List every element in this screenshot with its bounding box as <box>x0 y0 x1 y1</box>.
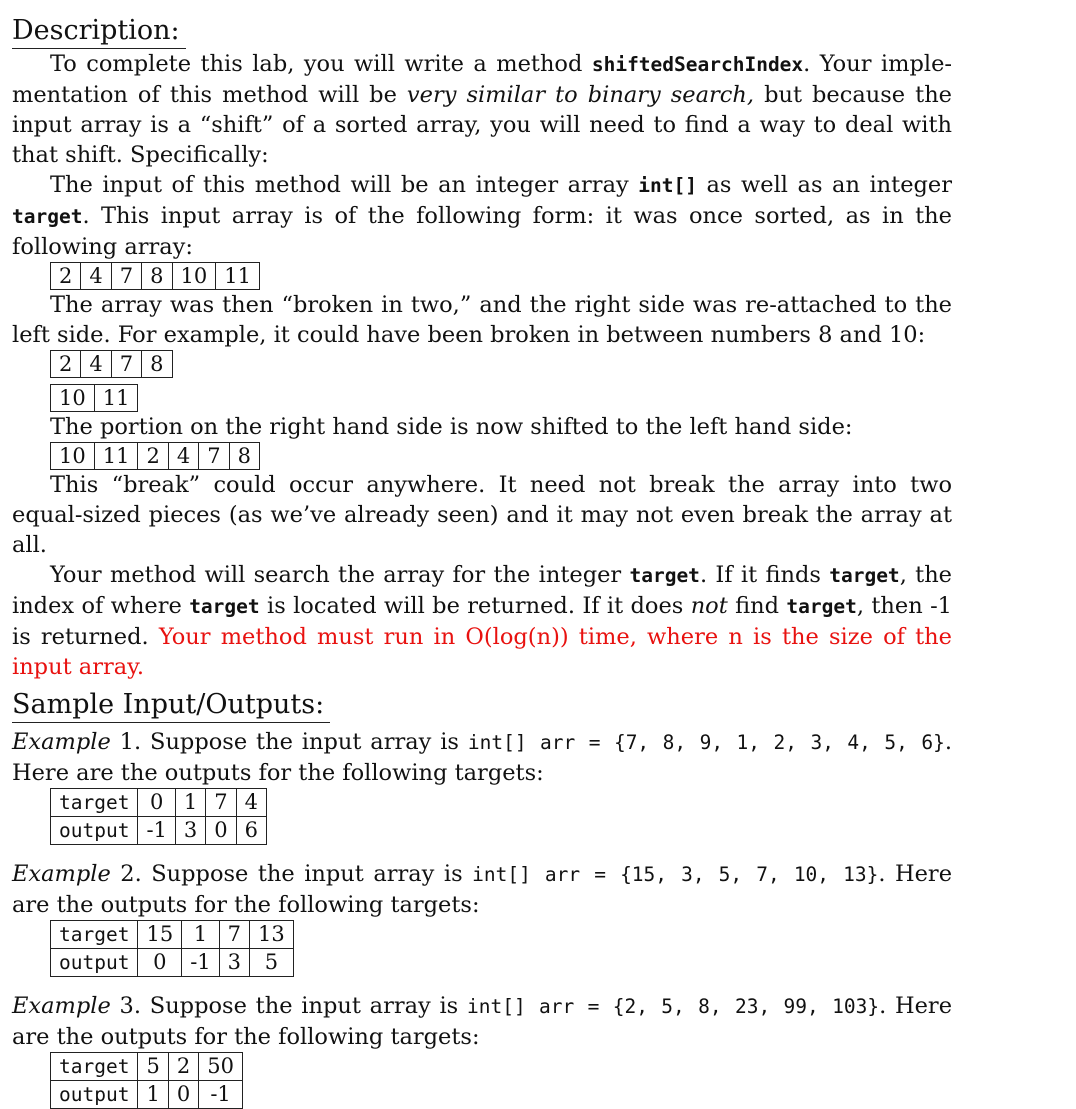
table-row: output 0 -1 3 5 <box>51 949 294 977</box>
array-cell: 2 <box>51 263 81 290</box>
paragraph-break: The array was then “broken in two,” and the right side was re-attached to the left side. For example, it could have been broken in between numbers 8 and 10: <box>12 292 952 348</box>
array-cell: 8 <box>142 351 172 378</box>
samples-heading: Sample Input/Outputs: <box>12 688 330 723</box>
array-cell: 2 <box>51 351 81 378</box>
example-1-code: int[] arr = {7, 8, 9, 1, 2, 3, 4, 5, 6} <box>467 731 945 754</box>
example-3-table <box>50 1052 243 1109</box>
method-name: shiftedSearchIndex <box>591 53 804 76</box>
example-1-text: Example 1. Suppose the input array is int[] arr = {7, 8, 9, 1, 2, 3, 4, 5, 6}. Here are the outputs for the following targets: <box>12 729 952 786</box>
table-row <box>51 385 138 412</box>
description-heading: Description: <box>12 14 186 49</box>
table-row <box>51 263 260 290</box>
array-cell: 10 <box>51 443 95 470</box>
table-row: output 1 0 -1 <box>51 1081 243 1109</box>
paragraph-input: The input of this method will be an integer array int[] as well as an integer target. This input array is of the following form: it was once sorted, as in the following array: <box>12 172 953 260</box>
table-row <box>51 351 173 378</box>
array-cell: 7 <box>111 351 141 378</box>
target-keyword: target <box>12 205 83 228</box>
table-row: output -1 3 0 6 <box>51 817 267 845</box>
paragraph-method-behavior: Your method will search the array for the integer target. If it finds target, the index of where target is located will be returned. If it does not find target, then -1 is returned. Your method must run in O(log(n)) time, where n is the size of the input array. <box>12 562 952 680</box>
table-row: target 15 1 7 13 <box>51 921 294 949</box>
example-3-text: Example 3. Suppose the input array is int[] arr = {2, 5, 8, 23, 99, 103}. Here are the outputs for the following targets: <box>12 993 953 1050</box>
array-cell: 4 <box>81 263 111 290</box>
array-cell: 2 <box>138 443 168 470</box>
example-2-code: int[] arr = {15, 3, 5, 7, 10, 13} <box>472 863 879 886</box>
array-cell: 11 <box>94 385 138 412</box>
paragraph-intro: To complete this lab, you will write a method shiftedSearchIndex. Your imple-mentation of this method will be very similar to binary search, but because the input array is a “shift” of a sorted array, you will need to find a way to deal with that shift. Specifically: <box>12 51 953 168</box>
paragraph-shifted: The portion on the right hand side is now shifted to the left hand side: <box>50 414 853 440</box>
complexity-requirement: Your method must run in O(log(n)) time, where n is the size of the input array <box>12 624 952 680</box>
right-part-table <box>50 384 138 412</box>
array-cell: 10 <box>51 385 95 412</box>
example-2-text: Example 2. Suppose the input array is int[] arr = {15, 3, 5, 7, 10, 13}. Here are the outputs for the following targets: <box>12 861 953 918</box>
left-part-table <box>50 350 173 378</box>
array-cell: 11 <box>94 443 138 470</box>
table-row: target 5 2 50 <box>51 1053 243 1081</box>
table-row: target 0 1 7 4 <box>51 789 267 817</box>
array-cell: 4 <box>81 351 111 378</box>
shifted-array-table <box>50 442 260 470</box>
array-cell: 11 <box>216 263 260 290</box>
sorted-array-table <box>50 262 260 290</box>
document-page <box>12 14 952 1109</box>
example-3-code: int[] arr = {2, 5, 8, 23, 99, 103} <box>467 995 880 1018</box>
int-array-type: int[] <box>638 174 697 197</box>
array-cell: 8 <box>142 263 172 290</box>
table-row <box>51 443 260 470</box>
array-cell: 7 <box>199 443 229 470</box>
example-2-table <box>50 920 294 977</box>
array-cell: 7 <box>111 263 141 290</box>
example-1-table <box>50 788 267 845</box>
array-cell: 8 <box>229 443 259 470</box>
array-cell: 4 <box>168 443 198 470</box>
paragraph-anywhere: This “break” could occur anywhere. It need not break the array into two equal-sized pieces (as we’ve already seen) and it may not even break the array at all. <box>12 472 952 558</box>
array-cell: 10 <box>172 263 216 290</box>
